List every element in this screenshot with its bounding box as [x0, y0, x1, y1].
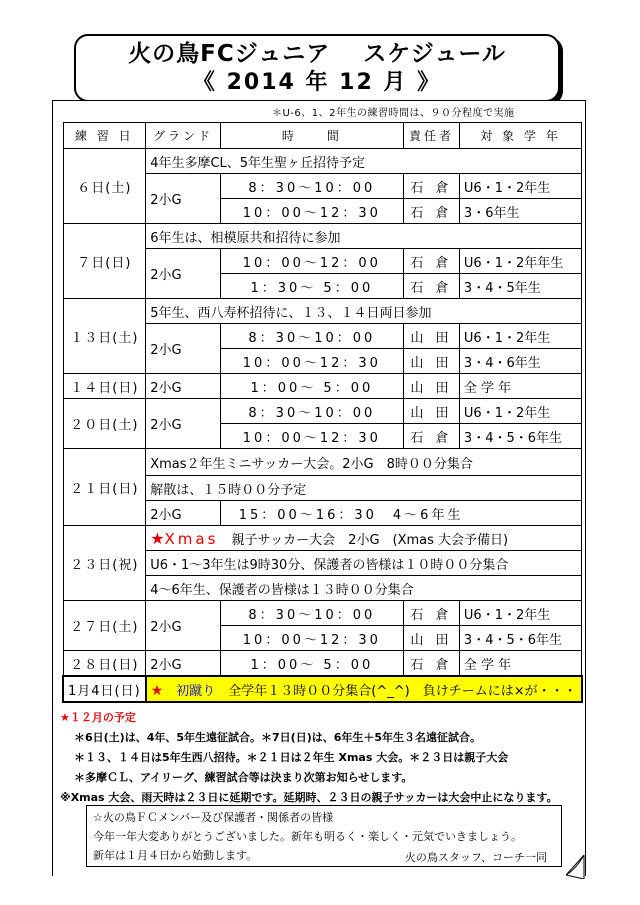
table-row — [63, 299, 582, 324]
notes-heading: ★１２月の予定 — [60, 711, 136, 724]
date-cell: ２３日(祝) — [63, 526, 146, 601]
xmas-detail: 親子サッカー大会 2小G (Xmas 大会予備日) — [218, 532, 509, 548]
time-cell: 10：00〜12：00 — [220, 249, 403, 274]
title-month: 《 2014 年 12 月 》 — [192, 70, 442, 95]
responsible-cell: 石 倉 — [404, 651, 460, 677]
target-cell: 3・4・5年生 — [459, 274, 581, 299]
star-icon: ★ — [150, 682, 164, 699]
responsible-cell: 山 田 — [404, 399, 460, 424]
date-cell: １３日(土) — [63, 299, 146, 374]
target-cell: U6・1・2年生 — [459, 324, 581, 349]
ground-cell: 2小G — [146, 374, 221, 399]
table-row — [63, 149, 582, 174]
target-cell: U6・1・2年生 — [459, 399, 581, 424]
responsible-cell: 石 倉 — [404, 199, 460, 224]
responsible-cell: 石 倉 — [404, 274, 460, 299]
december-notes — [60, 708, 557, 808]
header-ground: グランド — [146, 123, 221, 149]
notes-line: ＊１３、１４日は5年生西八招待。＊２１日は２年生 Xmas 大会。＊２３日は親子大会 — [74, 751, 509, 764]
responsible-cell: 山 田 — [404, 349, 460, 374]
event-note: U6・1〜3年生は9時30分、保護者の皆様は１０時００分集合 — [146, 551, 582, 576]
message-line: ☆火の鳥ＦＣメンバー及び保護者・関係者の皆様 — [93, 811, 334, 824]
schedule-table — [62, 122, 583, 703]
time-cell: 10：00〜12：30 — [220, 199, 403, 224]
notes-line: ＊多摩ＣＬ、アイリーグ、練習試合等は決まり次第お知らせします。 — [74, 771, 413, 784]
event-note — [146, 526, 582, 551]
message-box — [86, 805, 562, 867]
date-cell: １４日(日) — [63, 374, 146, 399]
message-line: 新年は１月４日から始動します。 — [93, 849, 258, 862]
title-banner — [74, 34, 560, 102]
target-cell: 3・4・5・6年生 — [459, 424, 581, 449]
date-cell: ２１日(日) — [63, 449, 146, 526]
table-row — [63, 224, 582, 249]
target-cell: U6・1・2年生 — [459, 174, 581, 199]
header-target: 対 象 学 年 — [459, 123, 581, 149]
ground-cell: 2小G — [146, 249, 221, 299]
time-cell: 8：30〜10：00 — [220, 601, 403, 626]
table-row — [63, 374, 582, 399]
header-responsible: 責任者 — [404, 123, 460, 149]
ground-cell: 2小G — [146, 399, 221, 449]
target-cell: 3・6年生 — [459, 199, 581, 224]
target-cell: U6・1・2年生 — [459, 601, 581, 626]
event-note: 5年生、西八寿杯招待に、１３、１４日両日参加 — [146, 299, 582, 324]
ground-cell: 2小G — [146, 324, 221, 374]
time-cell: 1：00〜 5：00 — [220, 651, 403, 677]
ground-cell: 2小G — [146, 174, 221, 224]
star-icon: ★ — [150, 528, 165, 548]
xmas-label: Xmas — [164, 529, 219, 548]
responsible-cell: 山 田 — [404, 324, 460, 349]
top-note: ＊U-6、1、2年生の練習時間は、９０分程度で実施 — [272, 108, 515, 119]
time-cell: 1：00〜 5：00 — [220, 374, 403, 399]
target-cell: 3・4・6年生 — [459, 349, 581, 374]
first-kick-label: 初蹴り — [176, 683, 216, 699]
page-curl-icon — [566, 855, 588, 879]
table-row — [63, 526, 582, 551]
header-time: 時 間 — [220, 123, 403, 149]
title-main: 火の鳥FCジュニア スケジュール — [128, 41, 506, 67]
ground-cell: 2小G — [146, 501, 221, 526]
time-cell: 1：30〜 5：00 — [220, 274, 403, 299]
responsible-cell: 山 田 — [404, 626, 460, 651]
target-cell: 全 学 年 — [459, 374, 581, 399]
message-line: 今年一年大変ありがとうございました。新年も明るく・楽しく・元気でいきましょう。 — [93, 830, 522, 843]
time-cell: 8：30〜10：00 — [220, 399, 403, 424]
time-cell: 10：00〜12：30 — [220, 626, 403, 651]
message-signature: 火の鳥スタッフ、コーチ一同 — [404, 851, 547, 864]
target-cell: 全 学 年 — [459, 651, 581, 677]
notes-line: ＊6日(土)は、4年、5年生遠征試合。＊7日(日)は、6年生＋5年生３名遠征試合。 — [74, 731, 482, 744]
ground-cell: 2小G — [146, 651, 221, 677]
new-year-note — [146, 676, 582, 702]
responsible-cell: 石 倉 — [404, 174, 460, 199]
table-row — [63, 651, 582, 677]
notes-rain-line: ※Xmas 大会、雨天時は２３日に延期です。延期時、２３日の親子サッカーは大会中止になります。 — [60, 791, 558, 804]
date-cell: ２７日(土) — [63, 601, 146, 651]
event-note: 4〜6年生、保護者の皆様は１３時００分集合 — [146, 576, 582, 601]
responsible-cell: 山 田 — [404, 374, 460, 399]
event-note: 6年生は、相模原共和招待に参加 — [146, 224, 582, 249]
time-cell: 8：30〜10：00 — [220, 324, 403, 349]
table-row — [63, 449, 582, 476]
table-row — [63, 399, 582, 424]
ground-cell: 2小G — [146, 601, 221, 651]
header-date: 練 習 日 — [63, 123, 146, 149]
date-cell: ６日(土) — [63, 149, 146, 224]
date-cell: ７日(日) — [63, 224, 146, 299]
responsible-cell: 石 倉 — [404, 601, 460, 626]
time-cell: 15：00〜16：30 4〜6年生 — [220, 501, 581, 526]
target-cell: U6・1・2年年生 — [459, 249, 581, 274]
event-note: Xmas２年生ミニサッカー大会。2小G 8時００分集合 — [146, 449, 582, 476]
table-row — [63, 601, 582, 626]
first-kick-detail: 全学年１３時００分集合(^_^) 負けチームには×が・・・ — [215, 683, 577, 699]
date-cell: 1月4日(日) — [63, 676, 146, 702]
time-cell: 10：00〜12：30 — [220, 349, 403, 374]
table-row — [63, 676, 582, 702]
time-cell: 10：00〜12：30 — [220, 424, 403, 449]
responsible-cell: 石 倉 — [404, 249, 460, 274]
event-note: 解散は、１５時００分予定 — [146, 476, 582, 501]
target-cell: 3・4・5・6年生 — [459, 626, 581, 651]
time-cell: 8：30〜10：00 — [220, 174, 403, 199]
date-cell: ２８日(日) — [63, 651, 146, 677]
event-note: 4年生多摩CL、5年生聖ヶ丘招待予定 — [146, 149, 582, 174]
date-cell: ２０日(土) — [63, 399, 146, 449]
table-header-row — [63, 123, 582, 149]
responsible-cell: 石 倉 — [404, 424, 460, 449]
